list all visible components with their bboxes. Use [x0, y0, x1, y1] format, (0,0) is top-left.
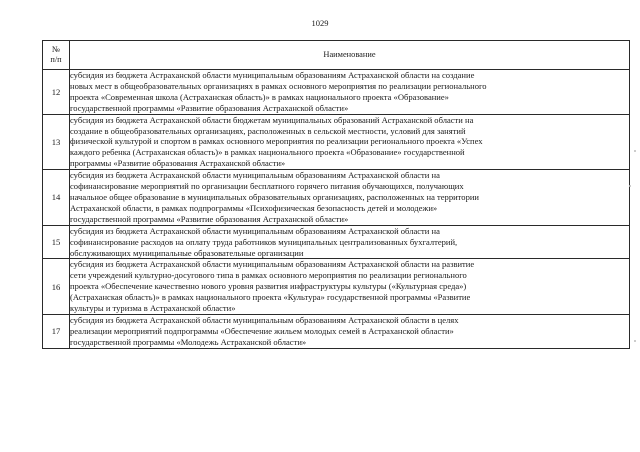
description-line: (Астраханская область)» в рамках национального проекта «Культура» государственной программы «Развитие: [70, 292, 471, 303]
description-line: государственной программы «Развитие образования Астраханской области»: [70, 213, 349, 224]
row-number: 13: [43, 114, 70, 170]
description-line: создание в общеобразовательных организациях, расположенных в сельской местности, условий для занятий: [70, 125, 466, 136]
scan-dot: [634, 340, 636, 342]
row-number: 16: [43, 259, 70, 315]
row-description: [70, 314, 630, 348]
row-description: [70, 114, 630, 170]
description-line: новых мест в общеобразовательных организациях в рамках основного мероприятия по реализации регионального: [70, 80, 487, 91]
description-line: субсидия из бюджета Астраханской области бюджетам муниципальных образований Астраханской области на: [70, 114, 474, 125]
description-line: Астраханской области, в рамках подпрограммы «Психофизическая безопасность детей и молодежи»: [70, 202, 438, 213]
description-line: реализации мероприятий подпрограммы «Обеспечение жильем молодых семей в Астраханской области»: [70, 325, 454, 336]
description-line: физической культурой и спортом в рамках основного мероприятия по реализации регионального проекта «Успех: [70, 136, 483, 147]
row-description: [70, 70, 630, 115]
description-line: субсидия из бюджета Астраханской области муниципальным образованиям Астраханской области на: [70, 170, 440, 181]
page-number: 1029: [311, 18, 329, 28]
description-line: государственной программы «Развитие образования Астраханской области»: [70, 102, 349, 113]
table-row: [43, 70, 630, 115]
description-line: субсидия из бюджета Астраханской области муниципальным образованиям Астраханской области на создание: [70, 70, 475, 80]
subsidy-table: [42, 40, 630, 349]
header-number-cell: [43, 41, 70, 70]
description-line: обслуживающих муниципальные образовательные организации: [70, 247, 304, 258]
description-line: субсидия из бюджета Астраханской области муниципальным образованиям Астраханской области на развитие: [70, 259, 475, 270]
description-line: софинансирование расходов на оплату труда работников муниципальных централизованных бухгалтерий,: [70, 236, 458, 247]
description-line: проекта «Обеспечение качественно нового уровня развития инфраструктуры культуры («Культурная среда»): [70, 281, 467, 292]
description-line: каждого ребенка (Астраханская область)» в рамках национального проекта «Образование» государственной: [70, 147, 465, 158]
row-description: [70, 225, 630, 259]
description-line: субсидия из бюджета Астраханской области муниципальным образованиям Астраханской области на: [70, 225, 440, 236]
description-line: государственной программы «Молодежь Астраханской области»: [70, 336, 307, 347]
description-line: культуры и туризма в Астраханской области»: [70, 303, 236, 314]
row-number: 14: [43, 170, 70, 226]
row-number: 17: [43, 314, 70, 348]
header-number-label: №: [52, 44, 60, 54]
table-row: [43, 170, 630, 226]
table-row: [43, 314, 630, 348]
row-number: 15: [43, 225, 70, 259]
row-number: 12: [43, 70, 70, 115]
description-line: софинансирование мероприятий по организации бесплатного горячего питания обучающихся, получающих: [70, 181, 464, 192]
table-header-row: [43, 41, 630, 70]
table-row: [43, 259, 630, 315]
table-row: [43, 225, 630, 259]
description-line: субсидия из бюджета Астраханской области муниципальным образованиям Астраханской области в целях: [70, 314, 459, 325]
header-number-sublabel: п/п: [50, 55, 62, 64]
description-line: сети учреждений культурно-досугового типа в рамках основного мероприятия по реализации регионального: [70, 270, 467, 281]
description-line: начальное общее образование в муниципальных образовательных организациях, расположенных на территории: [70, 191, 479, 202]
description-line: программы «Развитие образования Астраханской области»: [70, 158, 286, 169]
header-name-cell: Наименование: [70, 41, 630, 70]
table-row: [43, 114, 630, 170]
row-description: [70, 259, 630, 315]
row-description: [70, 170, 630, 226]
scan-dot: [629, 185, 631, 187]
scan-dot: [634, 150, 636, 152]
description-line: проекта «Современная школа (Астраханская область)» в рамках национального проекта «Образование»: [70, 91, 449, 102]
